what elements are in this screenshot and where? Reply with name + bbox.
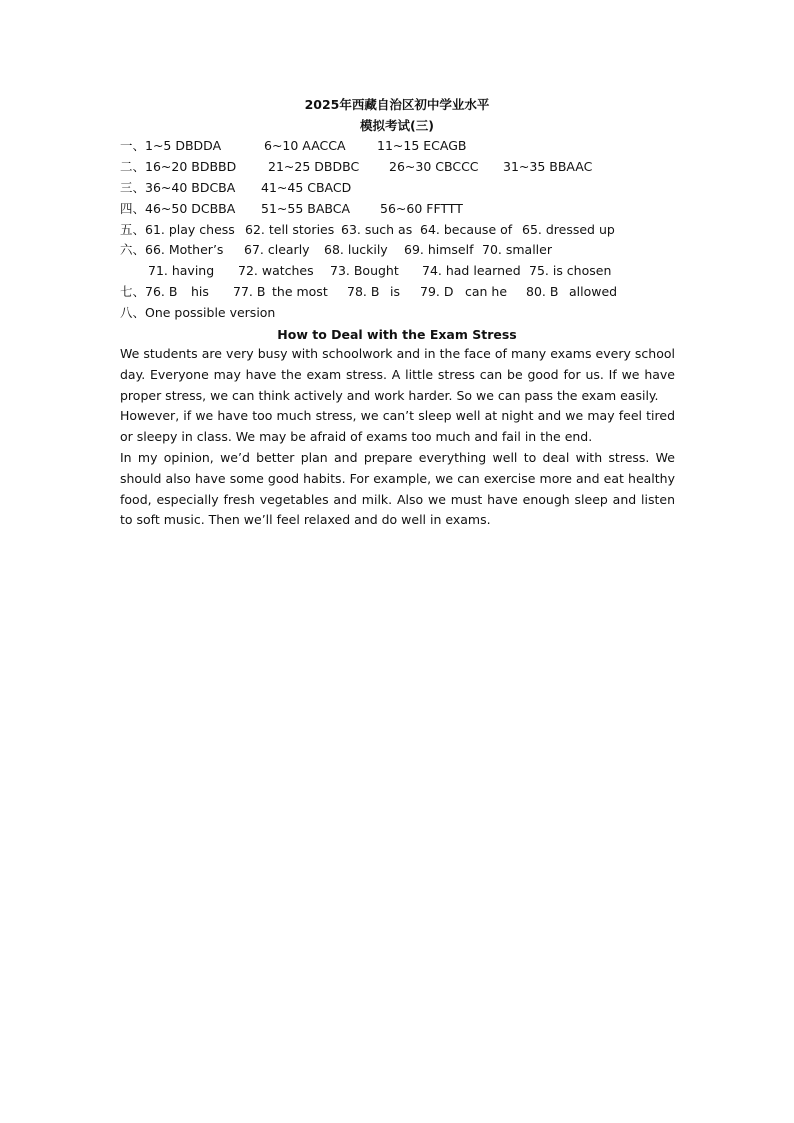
answer-item: 65. dressed up — [522, 222, 615, 237]
answer-item: 73. Bought — [330, 263, 399, 278]
answer-item: 64. because of — [420, 222, 513, 237]
answer-item: 三、36~40 BDCBA — [120, 180, 236, 195]
answer-item: 74. had learned — [422, 263, 521, 278]
answer-item: 56~60 FFTTT — [380, 201, 463, 216]
answer-item: 75. is chosen — [529, 263, 612, 278]
answer-item: 79. D — [420, 284, 454, 299]
answer-item: 71. having — [148, 263, 215, 278]
essay-body — [120, 344, 675, 531]
answer-item: 41~45 CBACD — [261, 180, 352, 195]
answer-item: 69. himself — [404, 242, 474, 257]
answer-item: 63. such as — [341, 222, 413, 237]
answer-item: 26~30 CBCCC — [389, 159, 479, 174]
answer-item: allowed — [569, 284, 618, 299]
doc-title: 2025年西藏自治区初中学业水平 — [304, 97, 490, 112]
answer-item: 一、1~5 DBDDA — [120, 138, 222, 153]
answer-item: 51~55 BABCA — [261, 201, 351, 216]
answer-item: 67. clearly — [244, 242, 310, 257]
answer-item: 62. tell stories — [245, 222, 335, 237]
answer-item: 二、16~20 BDBBD — [120, 159, 237, 174]
answer-item: 80. B — [526, 284, 559, 299]
essay-title: How to Deal with the Exam Stress — [277, 327, 517, 342]
answer-item: 31~35 BBAAC — [503, 159, 593, 174]
answer-item: 五、61. play chess — [120, 222, 235, 237]
answer-item: is — [390, 284, 400, 299]
answer-item: 68. luckily — [324, 242, 388, 257]
answer-item: can he — [465, 284, 508, 299]
answer-item: his — [191, 284, 209, 299]
answer-item: 八、One possible version — [120, 305, 276, 320]
answer-item: 21~25 DBDBC — [268, 159, 360, 174]
answer-item: 72. watches — [238, 263, 314, 278]
answer-item: 77. B — [233, 284, 266, 299]
answer-item: the most — [272, 284, 328, 299]
doc-subtitle: 模拟考试(三) — [360, 118, 434, 133]
answer-item: 11~15 ECAGB — [377, 138, 467, 153]
essay-paragraph: We students are very busy with schoolwork and in the face of many exams every school day. Everyone may have the exam stress. A little stress can be good for us. If we have proper stress, we can think actively and work harder. So we can pass the exam easily. — [120, 346, 675, 403]
essay-paragraph: However, if we have too much stress, we can’t sleep well at night and we may feel tired or sleepy in class. We may be afraid of exams too much and fail in the end. — [120, 408, 675, 445]
answer-item: 六、66. Mother’s — [120, 242, 224, 257]
answer-item: 70. smaller — [482, 242, 552, 257]
answer-item: 6~10 AACCA — [264, 138, 346, 153]
answer-item: 七、76. B — [120, 284, 178, 299]
answer-item: 四、46~50 DCBBA — [120, 201, 236, 216]
essay-paragraph: In my opinion, we’d better plan and prepare everything well to deal with stress. We should also have some good habits. For example, we can exercise more and eat healthy food, especially fresh vegetables and milk. Also we must have enough sleep and listen to soft music. Then we’ll feel relaxed and do well in exams. — [120, 449, 675, 528]
answer-item: 78. B — [347, 284, 380, 299]
